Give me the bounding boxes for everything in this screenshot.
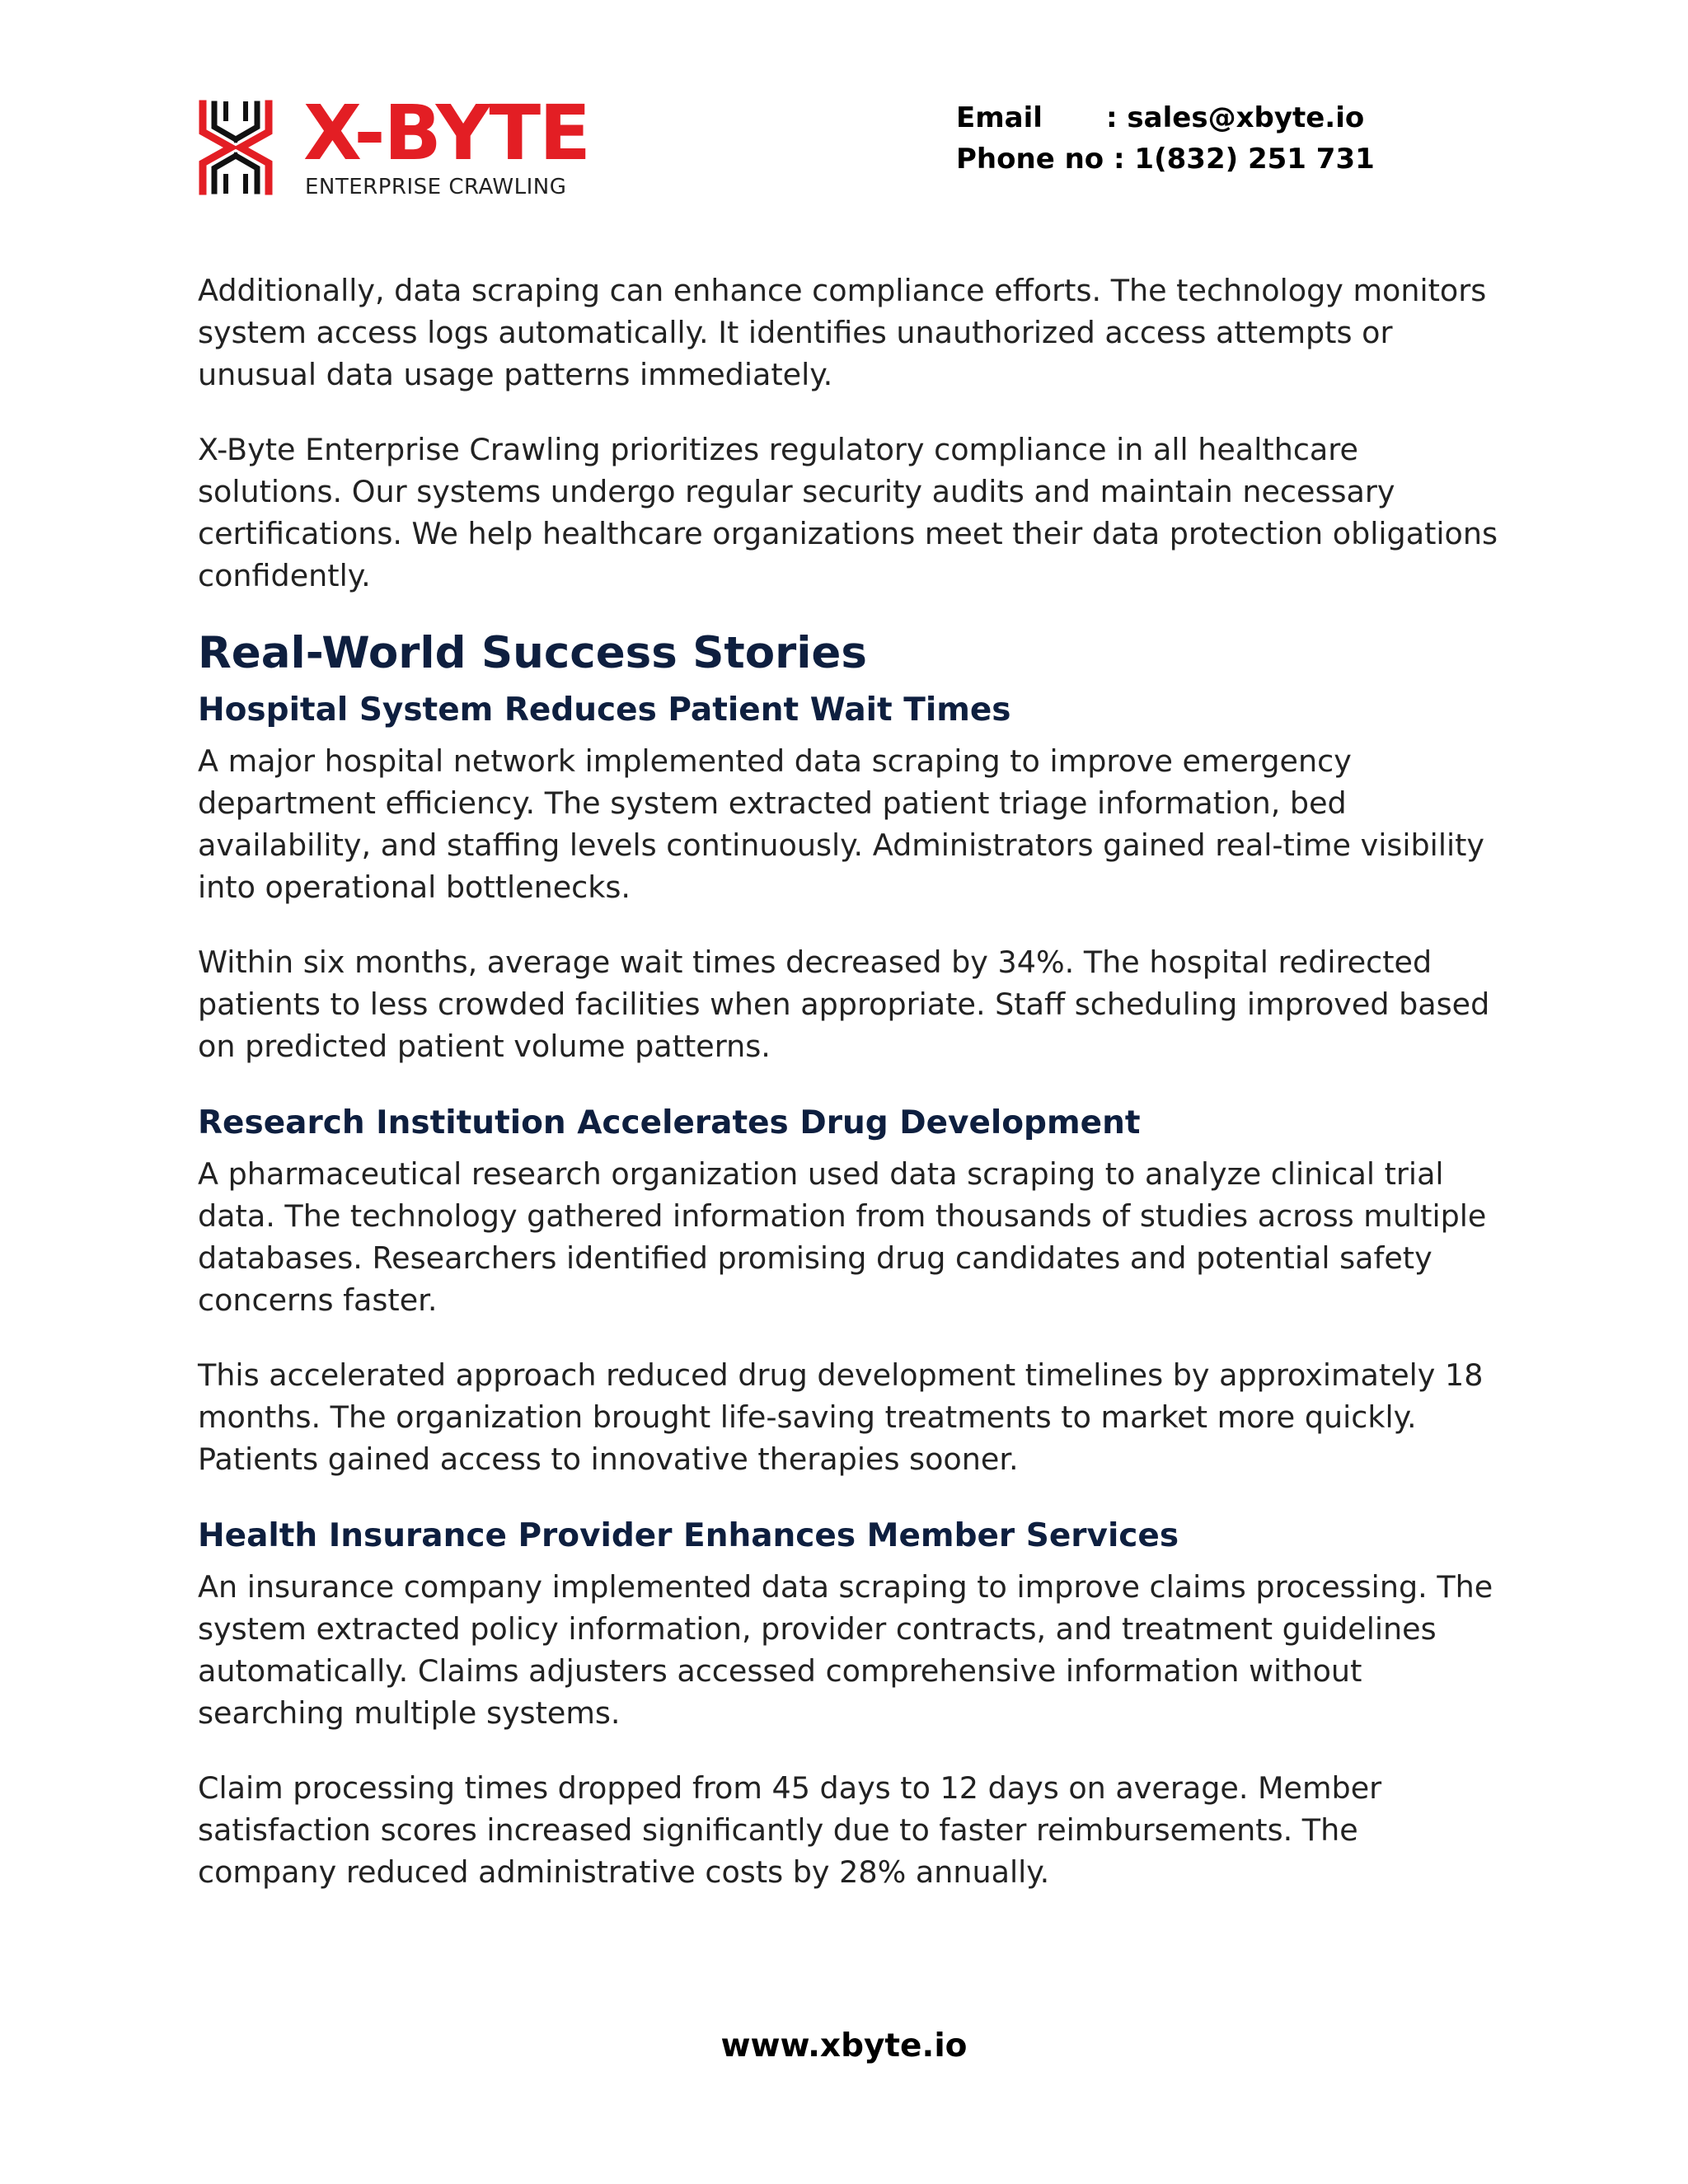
footer-website[interactable]: www.xbyte.io xyxy=(720,2027,968,2064)
phone-row xyxy=(956,138,1375,180)
email-row xyxy=(956,97,1375,138)
story-paragraph: Claim processing times dropped from 45 days to 12 days on average. Member satisfaction scores increased significantly due to faster reimbursements. The company reduced administrative costs by 28% annually. xyxy=(198,1770,1382,1890)
email-label: Email xyxy=(956,101,1043,134)
story-paragraph: This accelerated approach reduced drug development timelines by approximately 18 months. The organization brought life-saving treatments to market more quickly. Patients gained access to innovative therapies sooner. xyxy=(198,1357,1484,1477)
logo-wordmark: X-BYTE xyxy=(303,89,589,177)
xbyte-logo-icon xyxy=(198,99,274,196)
section-title: Real-World Success Stories xyxy=(198,628,867,678)
phone-value[interactable]: : 1(832) 251 731 xyxy=(1114,143,1375,176)
story-paragraph: A pharmaceutical research organization used data scraping to analyze clinical trial data. The technology gathered information from thousands of studies across multiple databases. Researchers identified promising drug candidates and potential safety concerns faster. xyxy=(198,1156,1487,1318)
phone-label: Phone no xyxy=(956,143,1104,176)
intro-paragraph: X-Byte Enterprise Crawling prioritizes regulatory compliance in all healthcare solutions. Our systems undergo regular security audits and maintain necessary certifications. We help healthcare organizations meet their data protection obligations confidently. xyxy=(198,432,1498,593)
story-title: Health Insurance Provider Enhances Member Services xyxy=(198,1517,1179,1554)
story-title: Hospital System Reduces Patient Wait Times xyxy=(198,691,1011,729)
story-paragraph: Within six months, average wait times decreased by 34%. The hospital redirected patients to less crowded facilities when appropriate. Staff scheduling improved based on predicted patient volume patterns. xyxy=(198,944,1490,1064)
logo-tagline: ENTERPRISE CRAWLING xyxy=(305,175,567,199)
intro-paragraph: Additionally, data scraping can enhance compliance efforts. The technology monitors system access logs automatically. It identifies unauthorized access attempts or unusual data usage patterns immediately. xyxy=(198,273,1487,392)
xbyte-logo xyxy=(198,89,593,206)
story-paragraph: An insurance company implemented data scraping to improve claims processing. The system extracted policy information, provider contracts, and treatment guidelines automatically. Claims adjusters accessed comprehensive information without searching multiple systems. xyxy=(198,1569,1493,1731)
main-content xyxy=(198,269,1500,1893)
story-paragraph: A major hospital network implemented data scraping to improve emergency department efficiency. The system extracted patient triage information, bed availability, and staffing levels continuously. Administrators gained real-time visibility into operational bottlenecks. xyxy=(198,743,1485,905)
story-title: Research Institution Accelerates Drug Development xyxy=(198,1104,1141,1141)
contact-info xyxy=(956,97,1375,180)
email-value[interactable]: : sales@xbyte.io xyxy=(1106,101,1365,134)
